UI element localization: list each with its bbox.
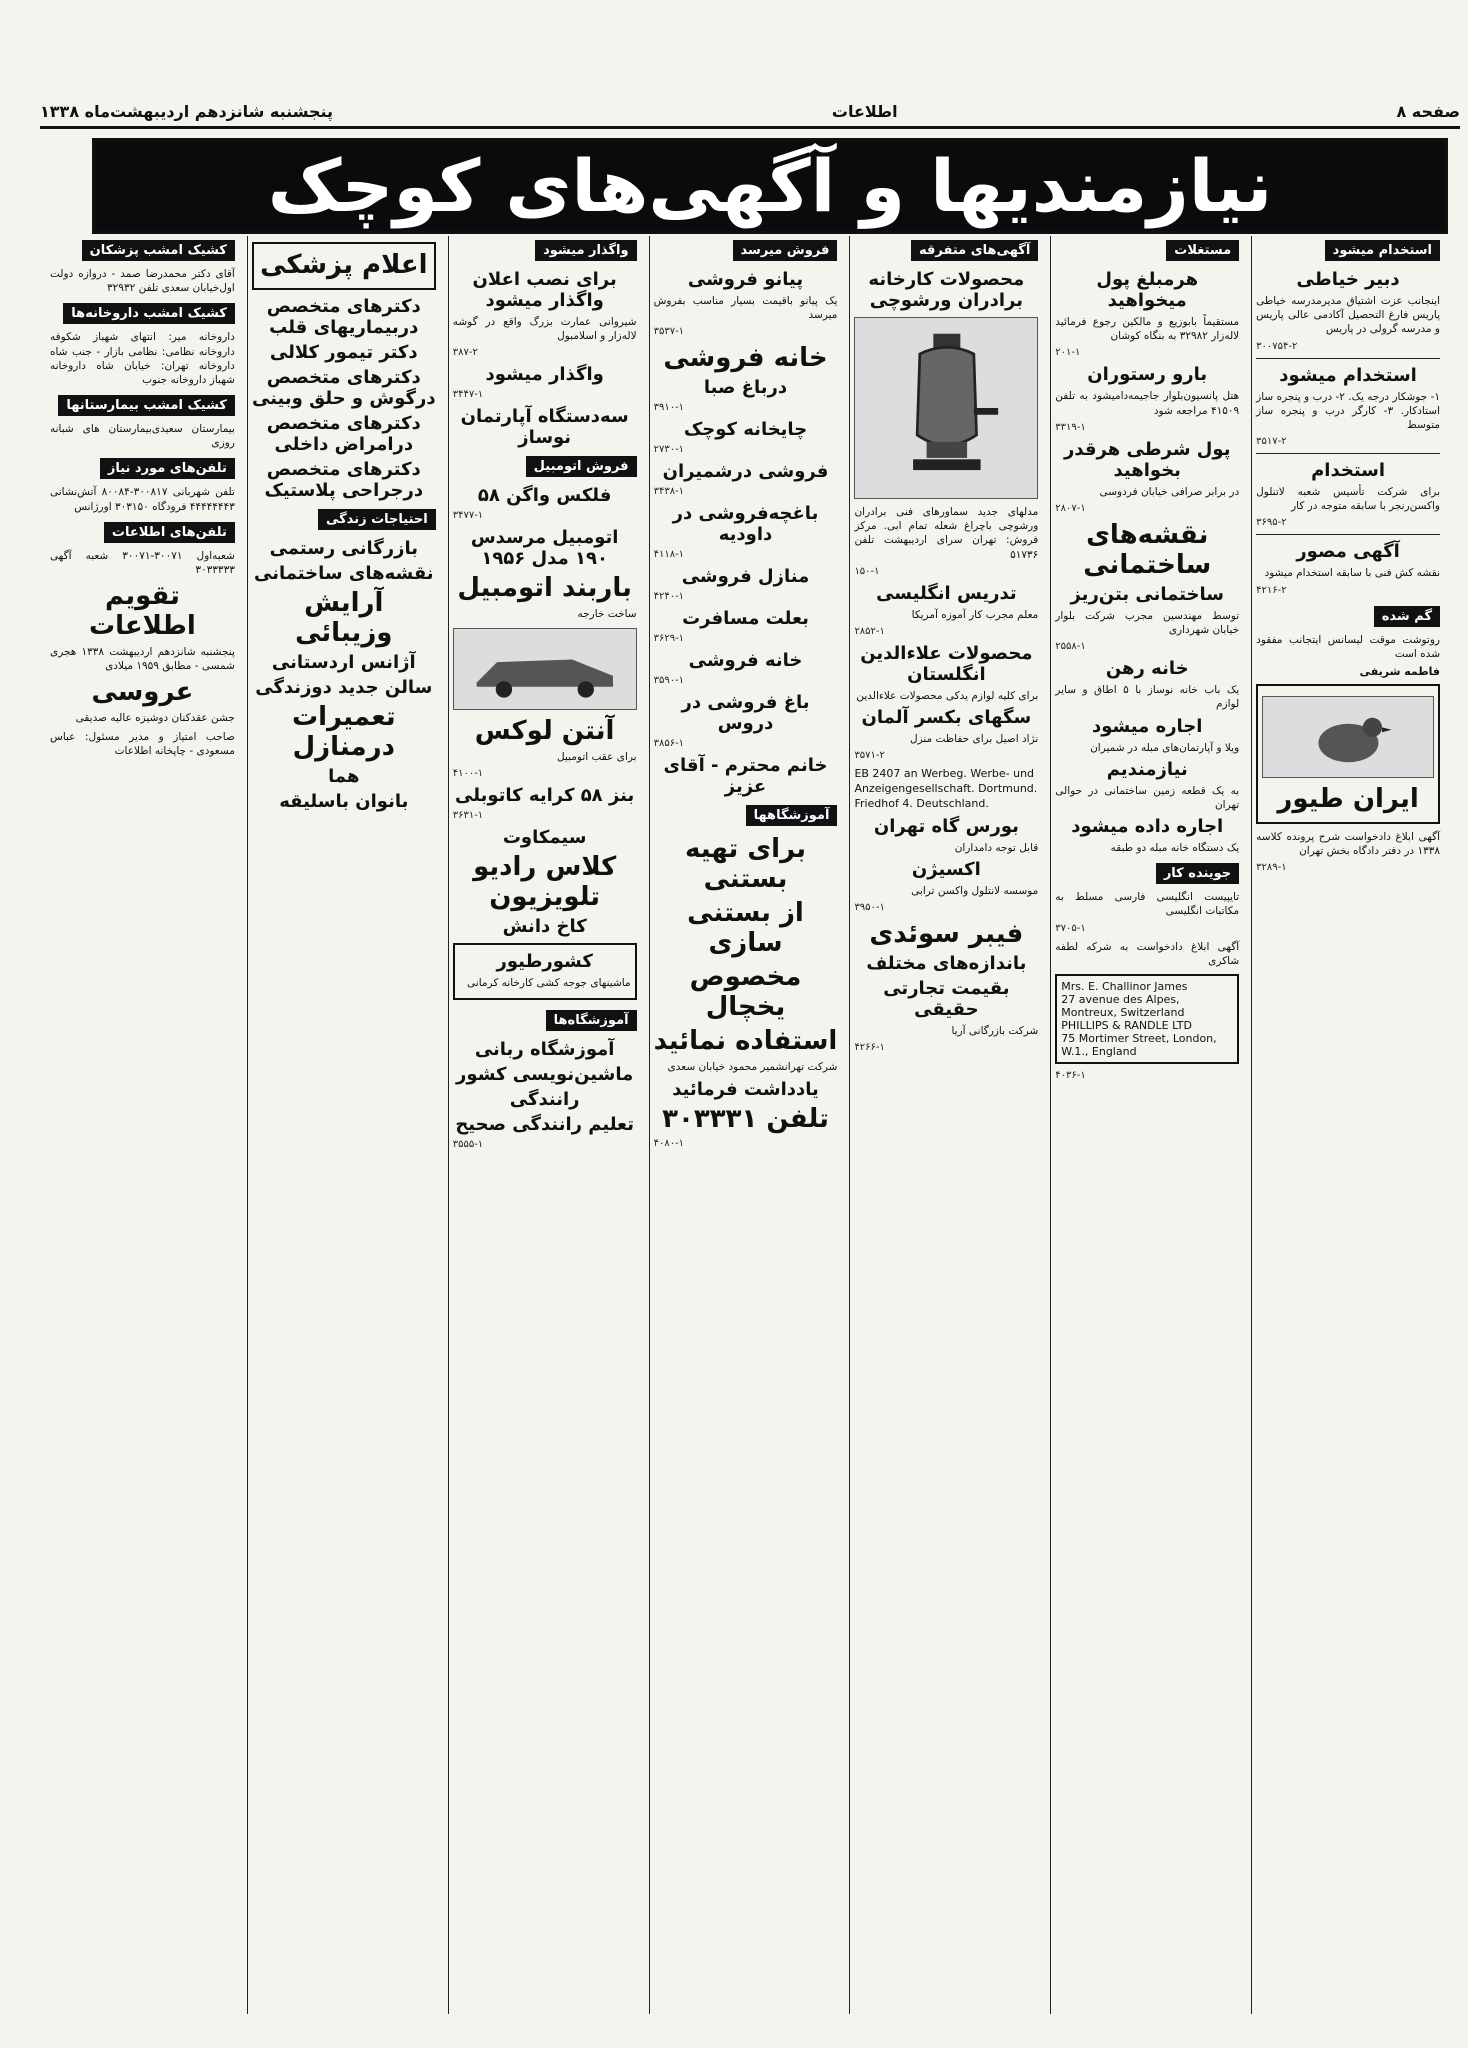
ad-title: واگذار میشود [485,364,604,386]
ad-title: منازل فروشی [681,566,810,588]
ad-title: خانه رهن [1105,658,1189,680]
divider [1256,534,1440,535]
ad-title: اجاره میشود [1091,715,1203,737]
section-tag-living: احتیاجات زندگی [318,509,436,530]
section-tag-schools: آموزشگاهها [746,805,838,826]
icecream-line2: از بستنی سازی [687,898,804,959]
ad-code: ۳۷۰۵-۱ [1055,922,1086,934]
german-address: EB 2407 an Werbeg. Werbe- und Anzeigengesellschaft. Dortmund. Friedhof 4. Deutschland. [854,767,1038,810]
ad-title: درباغ صبا [703,377,788,399]
ad-title: استخدام [1311,460,1386,482]
address-line: 27 avenue des Alpes, Montreux, Switzerland [1061,992,1185,1019]
ad-title: ماشین‌نویسی کشور [456,1063,634,1085]
column-medical [247,236,440,2014]
ad-text: موسسه لانتلول واکسن ترابی [911,884,1039,897]
ad-text: هتل پانسیون‌بلوار جاجیمه‌دامیشود به تلفن ۴۱۵۰۹ مراجعه شود [1055,390,1240,417]
ad-text: برای عقب اتومبیل [556,750,637,763]
ad-text: شعبه‌اول ۳۰۰۷۱-۳۰۰۷۱ شعبه آگهی ۳۰۳۳۳۳۳ [50,549,235,576]
ad-text: مدلهای جدید سماورهای فنی برادران ورشوچی باچراغ شعله تمام ابی. مرکز فروش: تهران سرای اردیبهشت تلفن ۵۱۷۳۶ [854,506,1039,561]
ad-text: آگهی ابلاغ دادخواست به شرکه لطفه شاکری [1055,940,1240,967]
ad-text: شیروانی عمارت بزرگ واقع در گوشه لاله‌زار و اسلامبول [452,316,637,343]
ad-title: بنز ۵۸ کرایه کاتوبلی [455,784,635,806]
column-real-estate [1050,236,1243,2014]
ad-text: شرکت تهرانشمیر محمود خیابان سعدی [667,1061,838,1074]
section-tag: تلفن‌های مورد نیاز [100,458,235,479]
ad-text: تلفن شهربانی ۳۰۰۸۱۷-۸۰۰۸۴ آتش‌نشانی ۴۴۴۴۴۴۴۳ فرودگاه ۳۰۳۱۵۰ اورژانس [50,486,235,513]
ad-title: دکترهای متخصص درجراحی پلاستیک [264,459,424,501]
ad-title: اجاره داده میشود [1071,816,1224,838]
ad-title: هرمبلغ پول میخواهید [1096,269,1199,311]
section-tag: استخدام میشود [1325,240,1440,261]
ad-title: فلکس واگن ۵۸ [477,485,612,507]
ad-code: ۳۵۳۷-۱ [653,326,685,338]
divider [1256,358,1440,359]
ad-title: آرایش وزیبائی [295,588,393,648]
section-tag-cars: فروش اتومبیل [526,456,637,477]
ad-code: ۴۰۳۶-۱ [1055,1069,1086,1081]
ad-code: ۴۰۸۰-۱ [653,1137,685,1149]
ad-text: داروخانه میر: انتهای شهباز شکوفه داروخانه نظامی: نظامی بازار - جنب شاه داروخانه تهران: خیابان شاه داروخانه شهباز داروخانه جنوب [50,331,235,386]
section-tag: مستغلات [1166,240,1239,261]
ad-title: کلاس رادیو تلویزیون [473,851,617,912]
ad-text: یک باب خانه نوساز با ۵ اطاق و سایر لوازم [1055,684,1240,711]
ad-text: پنجشنبه شانزدهم اردیبهشت ۱۳۳۸ هجری شمسی - مطابق ۱۹۵۹ میلادی [50,646,235,673]
ad-code: ۳۹۱۰-۱ [653,402,685,414]
section-tag-jobseeker: جوینده کار [1156,863,1239,884]
ad-title: ساختمانی بتن‌ریز [1070,583,1224,605]
column-misc [849,236,1042,2014]
ad-title: چایخانه کوچک [683,419,808,441]
ad-title: دکترهای متخصص دربیماریهای قلب [266,296,421,338]
ad-code: ۳۶۳۱-۱ [452,809,484,821]
section-tag: کشیک امشب داروخانه‌ها [63,303,235,324]
calendar-title: تقویم اطلاعات [89,581,196,642]
phone-line: تلفن ۳۰۳۳۳۱ [662,1103,829,1134]
ad-code: ۳۰۰۷۵۴-۲ [1256,340,1298,352]
ad-title: سه‌دستگاه آپارتمان نوساز [460,406,629,449]
ad-code: ۳۸۵۶-۱ [653,738,685,750]
ad-code: ۲۷۳۰-۱ [653,444,685,456]
section-tag: آگهی‌های متفرقه [911,240,1038,261]
ad-text: نژاد اصیل برای حفاظت منزل [909,733,1039,746]
ad-title: سیمکاوت [502,826,587,848]
ad-code: ۴۱۱۸-۱ [653,549,685,561]
brand-title: محصولات کارخانه برادران ورشوچی [868,269,1025,311]
section-tag: واگذار میشود [535,240,636,261]
ad-title: دبیر خیاطی [1296,269,1400,290]
column-employment [1251,236,1444,2014]
ad-title: دکترهای متخصص درگوش و حلق وبینی [252,367,436,409]
icecream-line4: استفاده نمائید [653,1026,838,1057]
ad-code: ۳۵۵۵-۱ [452,1138,484,1150]
ad-title: اتومبیل مرسدس ۱۹۰ مدل ۱۹۵۶ [470,527,619,570]
page-number: صفحه ۸ [1396,101,1460,121]
ad-title: فیبر سوئدی [869,919,1024,950]
iran-tiour-ad [1256,684,1440,824]
ad-text: نقشه کش فنی با سابقه استخدام میشود [1264,567,1440,580]
ad-text: در برابر صرافی خیابان فردوسی [1099,485,1240,498]
ad-title: پیانو فروشی [687,269,804,290]
ad-text: به یک قطعه زمین ساختمانی در حوالی تهران [1055,784,1240,811]
section-title: اعلام پزشکی [260,250,428,280]
foreign-address-box [1055,974,1239,1064]
section-tag-lost: گم شده [1374,606,1440,627]
issue-date: پنجشنبه شانزدهم اردیبهشت‌ماه ۱۳۳۸ [40,101,334,121]
ad-code: ۳۵۷۱-۲ [854,750,885,762]
samovar-illustration [854,317,1038,499]
masthead-title: نیازمندیها و آگهی‌های کوچک [267,144,1273,228]
medical-header-box [252,242,436,290]
car-illustration [453,628,637,710]
ad-text: برای شرکت تأسیس شعبه لاتنلول واکسن‌رنجر با سابقه متوجه در کار [1256,486,1440,513]
ad-code: ۳۶۹۵-۲ [1256,517,1287,529]
ad-code: ۳۲۸۹-۱ [1256,862,1287,874]
ad-title: خانه فروشی [663,343,828,374]
section-tag: فروش میرسد [733,240,838,261]
classifieds-grid [46,236,1444,2014]
ad-text: شرکت بازرگانی آریا [951,1025,1039,1038]
ad-title: آموزشگاه ربانی [474,1038,615,1060]
ad-title: کاخ دانش [502,915,587,937]
ad-code: ۳۸۷-۲ [452,347,478,359]
section-tag: تلفن‌های اطلاعات [104,522,235,543]
ad-title: تعمیرات درمنازل [291,702,396,762]
ad-title: تعلیم رانندگی صحیح [455,1113,634,1135]
ad-title: خانه فروشی [688,650,803,672]
ad-text: ماشینهای جوجه کشی کارخانه کرمانی [467,976,631,989]
ad-title: نیازمندیم [1106,758,1188,780]
rooster-illustration [1262,696,1434,778]
ad-title: محصولات علاءالدین انگلستان [860,642,1033,685]
ad-code: ۲۵۵۸-۱ [1055,641,1086,653]
ad-title: باربند اتومبیل [457,573,632,604]
ad-name: فاطمه شریفی [1359,664,1440,678]
ad-title: نقشه‌های ساختمانی [1083,519,1212,580]
ad-text: مستقیماً بابوزیع و مالکین رجوع فرمائید لاله‌زار ۳۲۹۸۲ به بنگاه کوشان [1055,316,1240,343]
column-for-sale [649,236,842,2014]
rooster-icon [1272,701,1425,773]
brand-name: ایران طیور [1277,783,1419,814]
ad-code: ۲۸۰۷-۱ [1055,502,1086,514]
column-services [46,236,239,2014]
ad-title: رانندگی [509,1088,580,1110]
ad-title: پول شرطی هرقدر بخواهید [1063,438,1231,481]
icecream-line3: مخصوص یخچال [689,962,802,1023]
ad-title: اکسیژن [911,858,981,880]
ad-title: بارو رستوران [1087,364,1208,386]
ad-title: سگهای بکسر آلمان [861,707,1032,729]
ad-title: برای نصب اعلان واگذار میشود [472,269,617,311]
address-line: 75 Mortimer Street, London, W.1., England [1061,1031,1217,1058]
ad-code: ۱۵۰-۱ [854,565,880,577]
ad-text: قابل توجه دامداران [954,841,1039,854]
ad-title: فروشی درشمیران [662,461,829,483]
poultry-ad [453,943,637,1000]
brand-name: کشورطیور [496,950,593,972]
ad-title: بازرگانی رستمی [269,538,418,559]
ad-title: هما [328,766,360,787]
ad-title: تدریس انگلیسی [876,582,1017,604]
ad-text: ویلا و آپارتمان‌های مبله در شمیران [1090,741,1240,754]
ad-text: تایپیست انگلیسی فارسی مسلط به مکاتبات انگلیسی [1055,891,1240,918]
column-transfer-auto [448,236,641,2014]
paper-name: اطلاعات [831,101,898,121]
section-tag-schools: آموزشگاه‌ها [546,1010,637,1031]
ad-title: باندازه‌های مختلف [866,953,1027,975]
ad-code: ۳۳۱۹-۱ [1055,421,1086,433]
divider [1256,453,1440,454]
ad-code: ۳۶۲۹-۱ [653,633,685,645]
wedding-title: عروسی [91,677,194,708]
samovar-icon [865,327,1029,489]
ad-title: آنتن لوکس [474,715,615,746]
ad-title: بانوان باسلیقه [279,791,409,812]
ad-code: ۳۹۵۰-۱ [854,902,885,914]
ad-text: روتوشت موقت لیسانس ایتجانب مفقود شده است [1256,633,1440,660]
ad-title: آژانس اردستانی [271,652,416,673]
header-strip [40,96,1460,129]
ad-code: ۲۰۱-۱ [1055,347,1081,359]
icecream-line1: برای تهیه بستنی [684,834,807,895]
ad-text: آقای دکتر محمدرضا صمد - دروازه دولت اول‌خیابان سعدی تلفن ۳۲۹۳۲ [50,268,235,295]
ad-code: ۴۲۶۶-۱ [854,1042,885,1054]
ad-text: جشن عقدکنان دوشیزه عالیه صدیقی [75,712,235,725]
ad-title: خانم محترم - آقای عزیز [663,755,828,798]
ad-text: ۱- جوشکار درجه یک. ۲- درب و پنجره ساز استادکار. ۳- کارگر درب و پنجره ساز متوسط [1256,390,1440,431]
ad-title: آگهی مصور [1296,541,1400,563]
ad-title: سالن جدید دوزندگی [255,677,433,698]
ad-title: بعلت مسافرت [682,608,809,630]
ad-text: آگهی ابلاغ دادخواست شرح پرونده کلاسه ۱۳۳۸ در دفتر دادگاه بخش تهران [1256,830,1440,858]
ad-text: یک دستگاه خانه مبله دو طبقه [1110,842,1240,855]
ad-title: باغ فروشی در دروس [681,692,810,735]
ad-title: دکترهای متخصص درامراض داخلی [266,413,421,455]
ad-code: ۴۲۴۰-۱ [653,591,685,603]
masthead-banner [92,138,1448,234]
section-tag: کشیک امشب پزشکان [82,240,235,261]
ad-code: ۳۵۹۰-۱ [653,675,685,687]
ad-text: اینجانب عزت اشتیاق مدیرمدرسه خیاطی پاریس فارغ التحصیل آکادمی عالی پاریس و مدرسه گرولی در پاریس [1256,295,1440,336]
ad-text: برای کلیه لوازم یدکی محصولات علاءالدین [856,689,1039,702]
ad-text: یک پیانو باقیمت بسیار مناسب بفروش میرسد [653,295,838,322]
ad-code: ۳۴۳۸-۱ [653,486,685,498]
address-line: PHILLIPS & RANDLE LTD [1061,1018,1192,1032]
ad-code: ۲۸۵۲-۱ [854,625,885,637]
ad-text: ساخت خارجه [577,608,637,621]
ad-title: نقشه‌های ساختمانی [254,563,434,584]
ad-title: باغچه‌فروشی در داودیه [672,503,819,546]
ad-code: ۴۲۱۶-۲ [1256,584,1287,596]
ad-title: بقیمت تجارتی حقیقی [883,978,1010,1021]
ad-text: بیمارستان سعیدی‌بیمارستان های شبانه روزی [50,423,235,450]
ad-title: بورس گاه تهران [873,815,1019,837]
publisher-line: صاحب امتیاز و مدیر مسئول: عباس مسعودی - چاپخانه اطلاعات [50,730,235,757]
ad-code: ۳۴۷۷-۱ [452,510,484,522]
ad-code: ۳۴۴۷-۱ [452,389,484,401]
ad-text: معلم مجرب کار آموزه آمریکا [911,608,1039,621]
note-line: یادداشت فرمائید [672,1078,819,1100]
ad-text: توسط مهندسین مجرب شرکت بلوار خیابان شهرداری [1055,609,1240,637]
ad-code: ۴۱۰۰-۱ [452,767,484,779]
ad-title: استخدام میشود [1279,364,1417,386]
ad-title: دکتر تیمور کلالی [269,342,418,363]
address-line: Mrs. E. Challinor James [1061,979,1188,993]
ad-code: ۳۵۱۷-۲ [1256,436,1287,448]
car-icon [463,633,627,705]
section-tag: کشیک امشب بیمارستانها [58,395,235,416]
